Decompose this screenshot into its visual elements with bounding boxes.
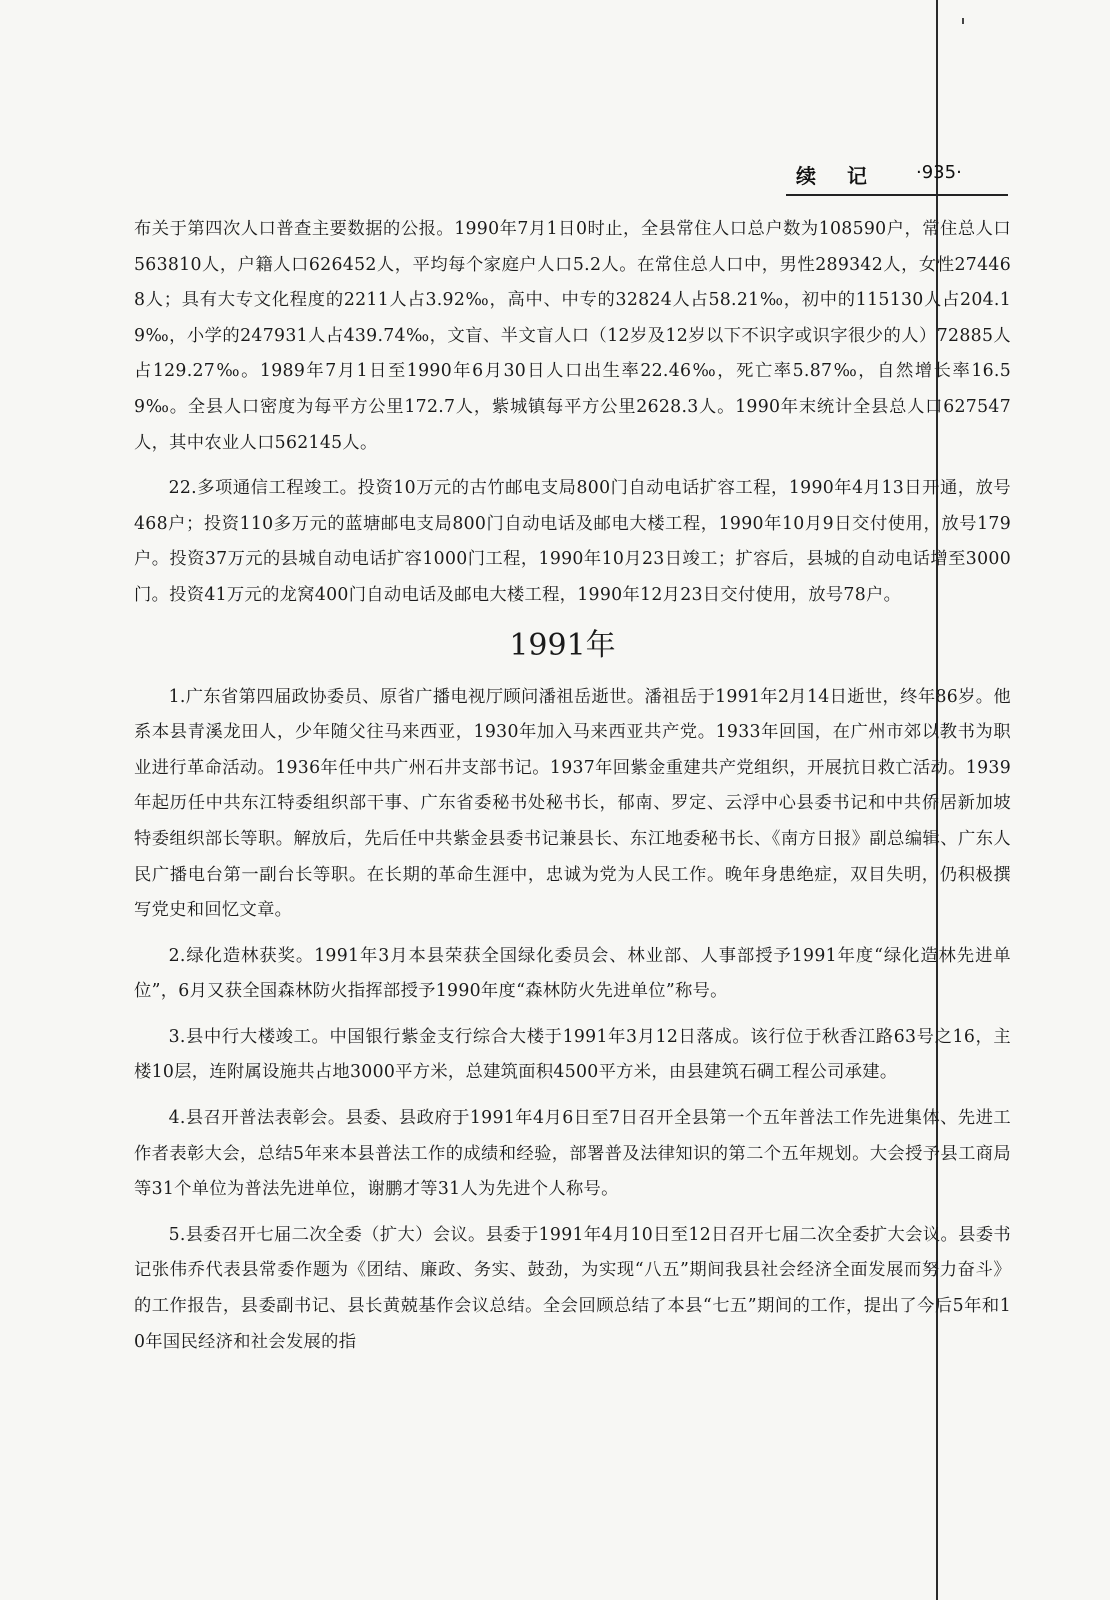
- year-heading: 1991年: [509, 627, 616, 663]
- paragraph-item-3: 3.县中行大楼竣工。中国银行紫金支行综合大楼于1991年3月12日落成。该行位于秋香江路63号之16，主楼10层，连附属设施共占地3000平方米，总建筑面积4500平方米，由县建筑石碉工程公司承建。: [134, 1026, 1011, 1083]
- page-header: [786, 160, 1008, 196]
- paragraph-item-1: 1.广东省第四届政协委员、原省广播电视厅顾问潘祖岳逝世。潘祖岳于1991年2月14日逝世，终年86岁。他系本县青溪龙田人，少年随父往马来西亚，1930年加入马来西亚共产党。1933年回国，在广州市郊以教书为职业进行革命活动。1936年任中共广州石井支部书记。1937年回紫金重建共产党组织，开展抗日救亡活动。1939年起历任中共东江特委组织部干事、广东省委秘书处秘书长，郁南、罗定、云浮中心县委书记和中共侨居新加坡特委组织部长等职。解放后，先后任中共紫金县委书记兼县长、东江地委秘书长、《南方日报》副总编辑、广东人民广播电台第一副台长等职。在长期的革命生涯中，忠诚为党为人民工作。晚年身患绝症，双目失明，仍积极撰写党史和回忆文章。: [134, 686, 1011, 921]
- header-rule: [786, 194, 1008, 196]
- page-body: [134, 212, 1011, 1370]
- paragraph-item-5: 5.县委召开七届二次全委（扩大）会议。县委于1991年4月10日至12日召开七届二次全委扩大会议。县委书记张伟乔代表县常委作题为《团结、廉政、务实、鼓劲，为实现“八五”期间我县社会经济全面发展而努力奋斗》的工作报告，县委副书记、县长黄兢基作会议总结。全会回顾总结了本县“七五”期间的工作，提出了今后5年和10年国民经济和社会发展的指: [134, 1224, 1011, 1352]
- paragraph-census-continued: 布关于第四次人口普查主要数据的公报。1990年7月1日0时止，全县常住人口总户数为108590户，常住总人口563810人，户籍人口626452人，平均每个家庭户人口5.2人。在常住总人口中，男性289342人，女性274468人；具有大专文化程度的2211人占3.92‰，高中、中专的32824人占58.21‰，初中的115130人占204.19‰，小学的247931人占439.74‰，文盲、半文盲人口（12岁及12岁以下不识字或识字很少的人）72885人占129.27‰。1989年7月1日至1990年6月30日人口出生率22.46‰，死亡率5.87‰，自然增长率16.59‰。全县人口密度为每平方公里172.7人，紫城镇每平方公里2628.3人。1990年末统计全县总人口627547人，其中农业人口562145人。: [134, 219, 1011, 453]
- page-number: ·935·: [916, 162, 962, 183]
- paragraph-item-2: 2.绿化造林获奖。1991年3月本县荣获全国绿化委员会、林业部、人事部授予1991年度“绿化造林先进单位”，6月又获全国森林防火指挥部授予1990年度“森林防火先进单位”称号。: [134, 945, 1011, 1002]
- paragraph-item-4: 4.县召开普法表彰会。县委、县政府于1991年4月6日至7日召开全县第一个五年普法工作先进集体、先进工作者表彰大会，总结5年来本县普法工作的成绩和经验，部署普及法律知识的第二个五年规划。大会授予县工商局等31个单位为普法先进单位，谢鹏才等31人为先进个人称号。: [134, 1108, 1011, 1200]
- section-title: 续 记: [796, 164, 879, 188]
- scan-speck: [962, 18, 964, 24]
- paragraph-item-22: 22.多项通信工程竣工。投资10万元的古竹邮电支局800门自动电话扩容工程，1990年4月13日开通，放号468户；投资110多万元的蓝塘邮电支局800门自动电话及邮电大楼工程，1990年10月9日交付使用，放号179户。投资37万元的县城自动电话扩容1000门工程，1990年10月23日竣工；扩容后，县城的自动电话增至3000门。投资41万元的龙窝400门自动电话及邮电大楼工程，1990年12月23日交付使用，放号78户。: [134, 478, 1011, 605]
